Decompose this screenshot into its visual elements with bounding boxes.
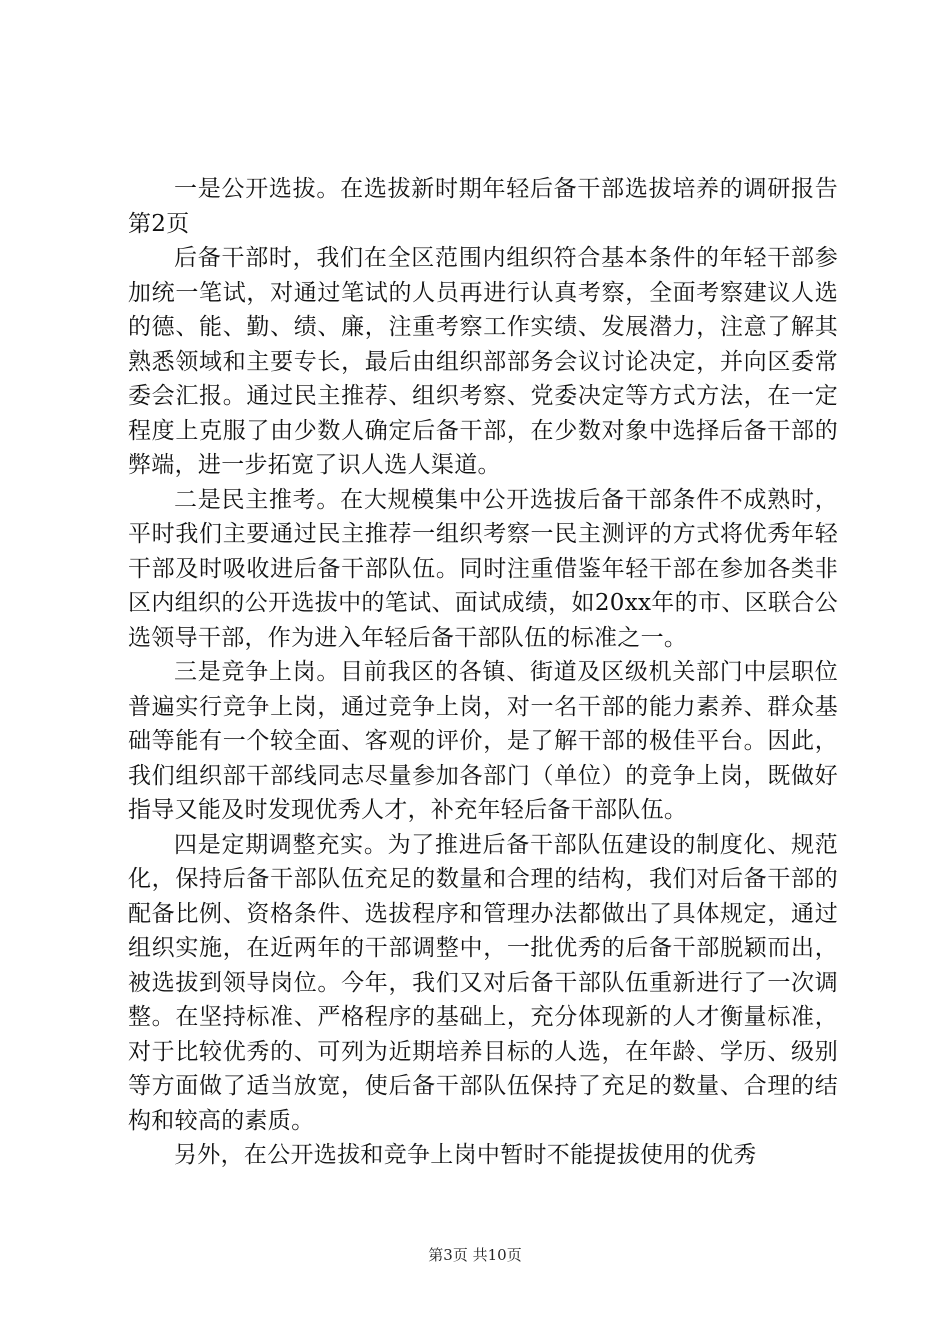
paragraph-competitive-posts: 三是竞争上岗。目前我区的各镇、街道及区级机关部门中层职位普遍实行竞争上岗，通过竞争上岗，对一名干部的能力素养、群众基础等能有一个较全面、客观的评价，是了解干部的极佳平台。因此，我们组织部干部线同志尽量参加各部门（单位）的竞争上岗，既做好指导又能及时发现优秀人才，补充年轻后备干部队伍。	[128, 659, 838, 823]
paragraph-reserve-cadres-exam: 后备干部时，我们在全区范围内组织符合基本条件的年轻干部参加统一笔试，对通过笔试的人员再进行认真考察，全面考察建议人选的德、能、勤、绩、廉，注重考察工作实绩、发展潜力，注意了解其熟悉领域和主要专长，最后由组织部部务会议讨论决定，并向区委常委会汇报。通过民主推荐、组织考察、党委决定等方式方法，在一定程度上克服了由少数人确定后备干部，在少数对象中选择后备干部的弊端，进一步拓宽了识人选人渠道。	[128, 245, 838, 478]
paragraph-periodic-adjustment: 四是定期调整充实。为了推进后备干部队伍建设的制度化、规范化，保持后备干部队伍充足的数量和合理的结构，我们对后备干部的配备比例、资格条件、选拔程序和管理办法都做出了具体规定，通过组织实施，在近两年的干部调整中，一批优秀的后备干部脱颖而出，被选拔到领导岗位。今年，我们又对后备干部队伍重新进行了一次调整。在坚持标准、严格程序的基础上，充分体现新的人才衡量标准，对于比较优秀的、可列为近期培养目标的人选，在年龄、学历、级别等方面做了适当放宽，使后备干部队伍保持了充足的数量、合理的结构和较高的素质。	[128, 831, 838, 1134]
document-body	[128, 172, 838, 1173]
paragraph-public-selection: 一是公开选拔。在选拔新时期年轻后备干部选拔培养的调研报告第2页	[128, 176, 838, 237]
paragraph-additionally: 另外，在公开选拔和竞争上岗中暂时不能提拔使用的优秀	[174, 1142, 757, 1168]
page-number-footer: 第3页 共10页	[428, 1246, 522, 1264]
paragraph-democratic-recommendation: 二是民主推考。在大规模集中公开选拔后备干部条件不成熟时，平时我们主要通过民主推荐一组织考察一民主测评的方式将优秀年轻干部及时吸收进后备干部队伍。同时注重借鉴年轻干部在参加各类非区内组织的公开选拔中的笔试、面试成绩，如20xx年的市、区联合公选领导干部，作为进入年轻后备干部队伍的标准之一。	[128, 486, 838, 651]
